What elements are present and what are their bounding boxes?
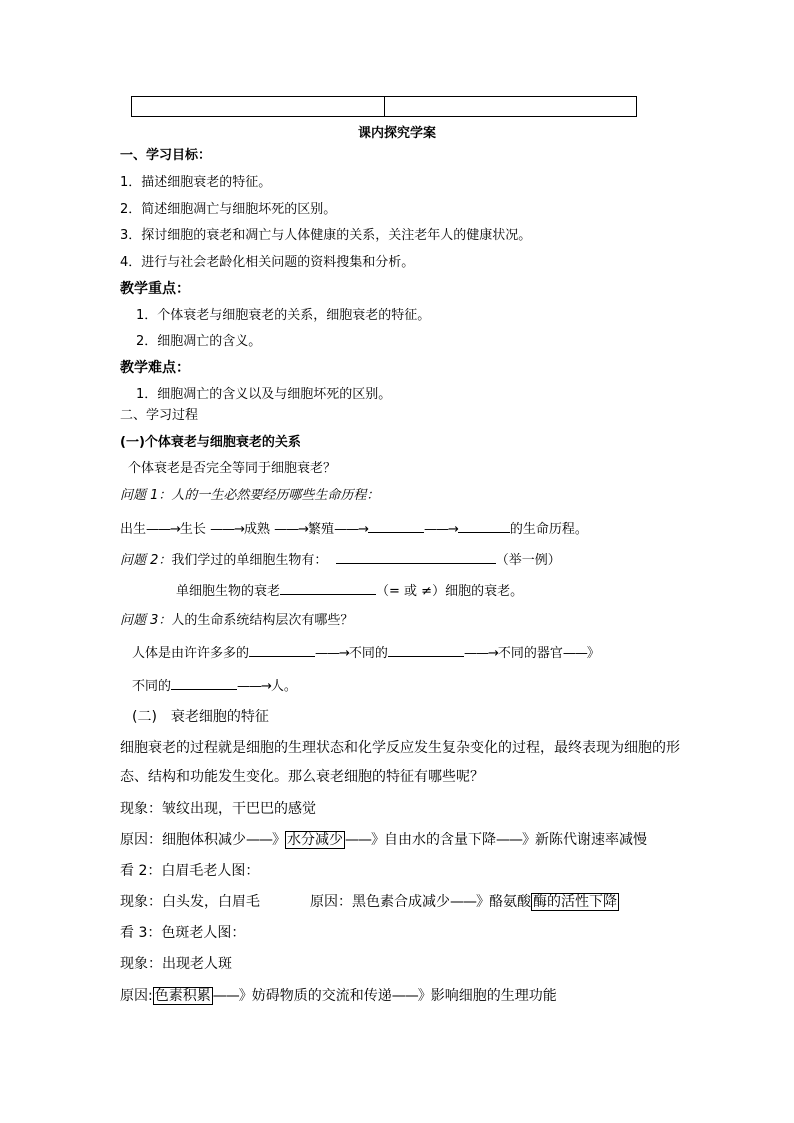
blank-answer[interactable] xyxy=(171,676,237,690)
cause-text: 妨碍物质的交流和传递 xyxy=(251,988,392,1004)
cause-text: 原因：黑色素合成减少 xyxy=(310,894,450,910)
cause-3 xyxy=(120,987,557,1005)
highlighted-term: 色素积累 xyxy=(154,988,211,1004)
arrow: ——》 xyxy=(450,894,489,910)
hierarchy-text: 人。 xyxy=(270,679,297,694)
key-points-heading: 教学重点： xyxy=(120,281,190,297)
cause-text: 影响细胞的生理功能 xyxy=(430,988,557,1004)
arrow: ——》 xyxy=(391,988,431,1004)
highlighted-term: 酶的活性下降 xyxy=(533,894,617,910)
paragraph-line-1: 细胞衰老的过程就是细胞的生理状态和化学反应发生复杂变化的过程，最终表现为细胞的形 xyxy=(120,740,680,756)
arrow: ——》 xyxy=(246,832,285,848)
hierarchy-text: 人体是由许许多多的 xyxy=(132,646,250,661)
page-title: 课内探究学案 xyxy=(357,126,436,141)
arrow: ——→ xyxy=(334,522,368,537)
arrow: ——》 xyxy=(345,832,384,848)
phenomenon-1: 现象：皱纹出现，干巴巴的感觉 xyxy=(120,801,316,817)
question-2 xyxy=(120,550,561,570)
question-3-label: 问题 3： xyxy=(120,613,172,628)
arrow: ——→ xyxy=(463,646,498,661)
arrow: ——→ xyxy=(237,679,271,694)
cause-1 xyxy=(120,831,647,849)
key-point-2: 2．细胞凋亡的含义。 xyxy=(136,334,262,349)
blank-answer[interactable] xyxy=(336,550,496,564)
arrow: ——→ xyxy=(423,522,458,537)
key-point-1: 1．个体衰老与细胞衰老的关系，细胞衰老的特征。 xyxy=(136,308,431,323)
arrow: ——》 xyxy=(212,988,252,1004)
question-intro: 个体衰老是否完全等同于细胞衰老？ xyxy=(128,461,337,476)
question-2-hint: （举一例） xyxy=(495,553,561,568)
question-3 xyxy=(120,612,353,630)
subsection-1-heading: (一)个体衰老与细胞衰老的关系 xyxy=(120,435,301,450)
hierarchy-line-2 xyxy=(132,676,297,696)
arrow: ——→ xyxy=(315,646,349,661)
blank-answer[interactable] xyxy=(249,643,315,657)
life-course-line xyxy=(120,519,588,539)
cause-text: 自由水的含量下降 xyxy=(384,832,496,848)
arrow: ——》 xyxy=(496,832,535,848)
arrow: ——》 xyxy=(562,646,599,661)
life-stage-growth: 生长 xyxy=(179,522,206,537)
hierarchy-line-1 xyxy=(132,643,599,663)
life-stage-maturity: 成熟 xyxy=(243,522,270,537)
blank-answer[interactable] xyxy=(388,643,464,657)
life-course-end: 的生命历程。 xyxy=(509,522,588,537)
question-2-label: 问题 2： xyxy=(120,553,172,568)
arrow: ——→ xyxy=(146,522,180,537)
question-3-text: 人的生命系统结构层次有哪些？ xyxy=(171,613,354,628)
arrow: ——→ xyxy=(274,522,309,537)
cause-text: 原因: xyxy=(120,988,153,1004)
difficulty-heading: 教学难点： xyxy=(120,360,190,376)
objective-2: 2．简述细胞凋亡与细胞坏死的区别。 xyxy=(120,202,337,217)
question-2b-text: 单细胞生物的衰老 xyxy=(176,584,281,599)
section-process-heading: 二、学习过程 xyxy=(120,408,199,423)
cause-text: 酪氨酸 xyxy=(489,894,531,910)
objective-1: 1．描述细胞衰老的特征。 xyxy=(120,175,272,190)
hierarchy-text: 不同的器官 xyxy=(497,646,563,661)
header-cell-left xyxy=(132,97,384,116)
difficulty-1: 1．细胞凋亡的含义以及与细胞坏死的区别。 xyxy=(136,387,392,402)
header-cell-right xyxy=(384,97,637,116)
cause-2 xyxy=(310,893,619,911)
subsection-2-heading: (二) 衰老细胞的特征 xyxy=(132,709,269,725)
hierarchy-text: 不同的 xyxy=(132,679,172,694)
life-stage-reproduction: 繁殖 xyxy=(308,522,335,537)
blank-answer[interactable] xyxy=(368,519,424,533)
highlighted-term: 水分减少 xyxy=(287,832,343,848)
phenomenon-3: 现象：出现老人斑 xyxy=(120,956,232,972)
see-2: 看 2：白眉毛老人图： xyxy=(120,863,260,879)
arrow: ——→ xyxy=(210,522,244,537)
question-2b xyxy=(176,581,523,601)
paragraph-line-2: 态、结构和功能发生变化。那么衰老细胞的特征有哪些呢？ xyxy=(120,769,484,785)
blank-answer[interactable] xyxy=(280,581,376,595)
header-table xyxy=(131,96,637,117)
see-3: 看 3：色斑老人图： xyxy=(120,925,246,941)
phenomenon-2: 现象：白头发，白眉毛 xyxy=(120,894,260,910)
question-2-text: 我们学过的单细胞生物有： xyxy=(171,553,328,568)
hierarchy-text: 不同的 xyxy=(348,646,388,661)
blank-answer[interactable] xyxy=(458,519,510,533)
objective-3: 3．探讨细胞的衰老和凋亡与人体健康的关系，关注老年人的健康状况。 xyxy=(120,228,532,243)
life-stage-birth: 出生 xyxy=(120,522,147,537)
section-objectives-heading: 一、学习目标： xyxy=(120,148,212,163)
objective-4: 4．进行与社会老龄化相关问题的资料搜集和分析。 xyxy=(120,255,415,270)
question-1: 问题 1：人的一生必然要经历哪些生命历程： xyxy=(120,488,380,503)
question-2b-tail: （= 或 ≠）细胞的衰老。 xyxy=(376,584,524,599)
cause-text: 原因：细胞体积减少 xyxy=(120,832,246,848)
cause-text: 新陈代谢速率减慢 xyxy=(535,832,647,848)
